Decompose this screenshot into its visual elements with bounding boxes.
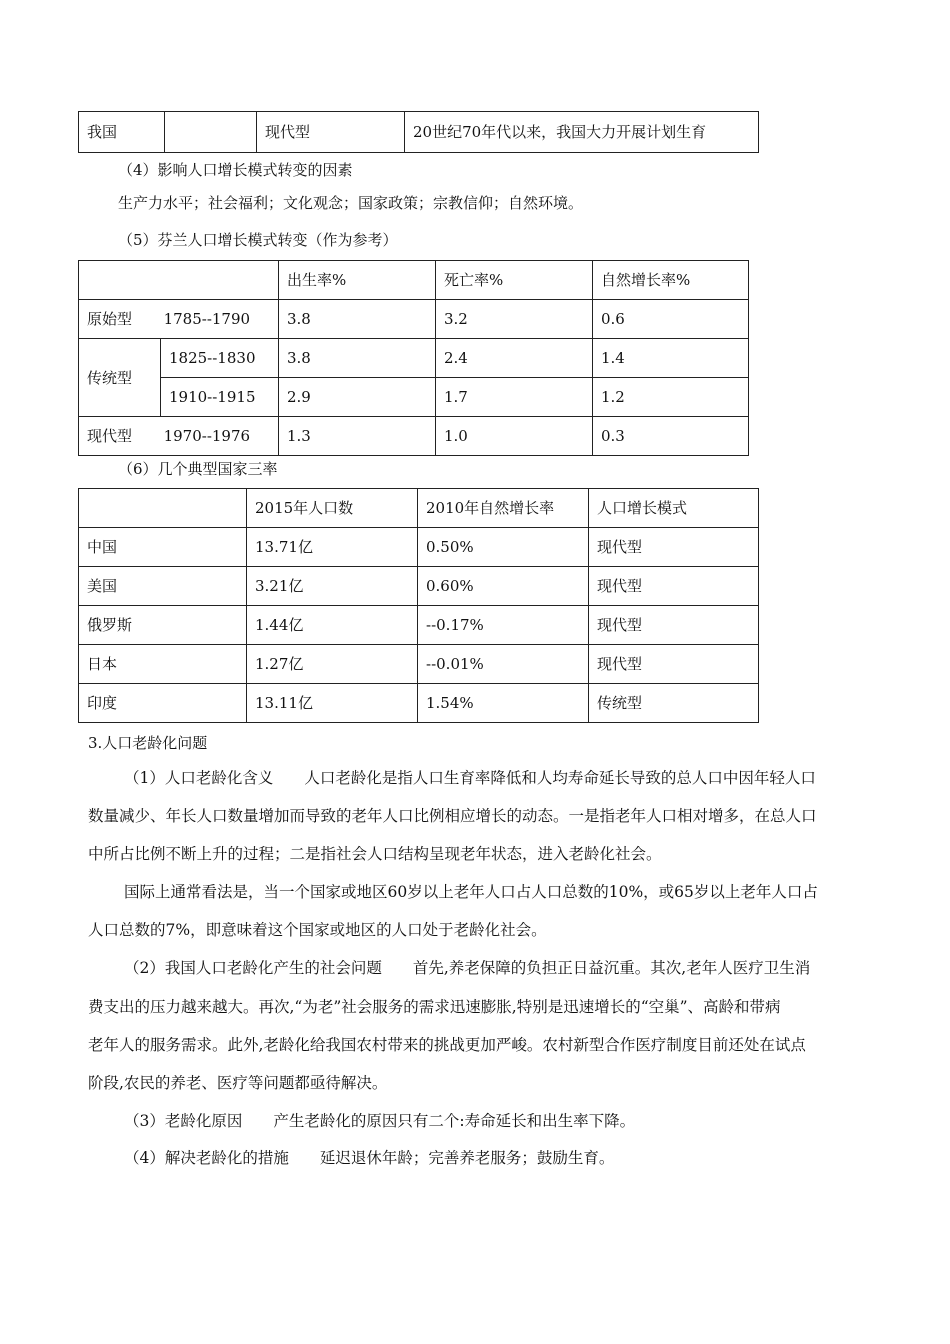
finland-period: 1785--1790 [163,310,251,328]
sec5-heading: （5）芬兰人口增长模式转变（作为参考） [118,231,398,249]
country-population: 3.21亿 [247,567,418,606]
finland-cell: 2.9 [279,378,436,417]
finland-header-birth: 出生率% [279,261,436,300]
sec4-text: 生产力水平；社会福利；文化观念；国家政策；宗教信仰；自然环境。 [118,194,584,212]
finland-cell: 1.0 [436,417,593,456]
country-name: 俄罗斯 [79,606,247,645]
finland-row-modern [79,417,279,456]
top-table [78,111,759,153]
finland-cell: 1.4 [593,339,749,378]
country-population: 1.27亿 [247,645,418,684]
finland-cell: 1.3 [279,417,436,456]
top-cell-model: 现代型 [257,112,405,153]
finland-type: 传统型 [79,339,161,417]
country-population: 1.44亿 [247,606,418,645]
country-model: 传统型 [589,684,759,723]
sec6-heading: （6）几个典型国家三率 [118,460,278,478]
finland-period: 1825--1830 [161,339,279,378]
finland-cell: 1.7 [436,378,593,417]
country-name: 中国 [79,528,247,567]
finland-cell: 0.3 [593,417,749,456]
finland-cell: 3.2 [436,300,593,339]
top-cell-region: 我国 [79,112,165,153]
country-growth-rate: 1.54% [418,684,589,723]
aging-title: 3.人口老龄化问题 [88,734,208,752]
finland-cell: 3.8 [279,339,436,378]
country-growth-rate: --0.01% [418,645,589,684]
countries-header: 2010年自然增长率 [418,489,589,528]
aging-p3-line: 阶段,农民的养老、医疗等问题都亟待解决。 [88,1074,388,1092]
country-model: 现代型 [589,645,759,684]
country-population: 13.11亿 [247,684,418,723]
aging-p3-line: 老年人的服务需求。此外,老龄化给我国农村带来的挑战更加严峻。农村新型合作医疗制度目前还处在试点 [88,1036,806,1054]
countries-header: 2015年人口数 [247,489,418,528]
aging-p1-line: 中所占比例不断上升的过程；二是指社会人口结构呈现老年状态，进入老龄化社会。 [88,845,662,863]
country-model: 现代型 [589,567,759,606]
finland-header-growth: 自然增长率% [593,261,749,300]
aging-p1-line: （1）人口老龄化含义 人口老龄化是指人口生育率降低和人均寿命延长导致的总人口中因年轻人口 [124,769,816,787]
countries-header [79,489,247,528]
aging-p3-line: （2）我国人口老龄化产生的社会问题 首先,养老保障的负担正日益沉重。其次,老年人医疗卫生消 [124,959,811,977]
finland-period: 1910--1915 [161,378,279,417]
country-growth-rate: 0.50% [418,528,589,567]
country-name: 美国 [79,567,247,606]
country-model: 现代型 [589,528,759,567]
finland-cell: 2.4 [436,339,593,378]
aging-p1-line: 数量减少、年长人口数量增加而导致的老年人口比例相应增长的动态。一是指老年人口相对增多，在总人口 [88,807,817,825]
finland-cell: 3.8 [279,300,436,339]
finland-table [78,260,749,456]
country-name: 日本 [79,645,247,684]
finland-period: 1970--1976 [163,427,251,445]
aging-p5: （4）解决老龄化的措施 延迟退休年龄；完善养老服务；鼓励生育。 [124,1149,615,1167]
aging-p3-line: 费支出的压力越来越大。再次,“为老”社会服务的需求迅速膨胀,特别是迅速增长的“空巢”、高龄和带病 [88,998,781,1016]
finland-cell: 1.2 [593,378,749,417]
sec4-heading: （4）影响人口增长模式转变的因素 [118,161,353,179]
country-growth-rate: 0.60% [418,567,589,606]
finland-row-primitive [79,300,279,339]
country-model: 现代型 [589,606,759,645]
finland-cell: 0.6 [593,300,749,339]
finland-header-death: 死亡率% [436,261,593,300]
country-name: 印度 [79,684,247,723]
finland-type: 原始型 [87,310,133,328]
aging-p2-line: 国际上通常看法是，当一个国家或地区60岁以上老年人口占人口总数的10%，或65岁以上老年人口占 [124,883,818,901]
country-growth-rate: --0.17% [418,606,589,645]
finland-header-blank [79,261,279,300]
finland-type: 现代型 [87,427,133,445]
aging-p2-line: 人口总数的7%，即意味着这个国家或地区的人口处于老龄化社会。 [88,921,547,939]
country-population: 13.71亿 [247,528,418,567]
countries-header: 人口增长模式 [589,489,759,528]
aging-p4: （3）老龄化原因 产生老龄化的原因只有二个:寿命延长和出生率下降。 [124,1112,636,1130]
countries-table [78,488,759,723]
top-cell-empty [165,112,257,153]
top-cell-description: 20世纪70年代以来，我国大力开展计划生育 [405,112,759,153]
